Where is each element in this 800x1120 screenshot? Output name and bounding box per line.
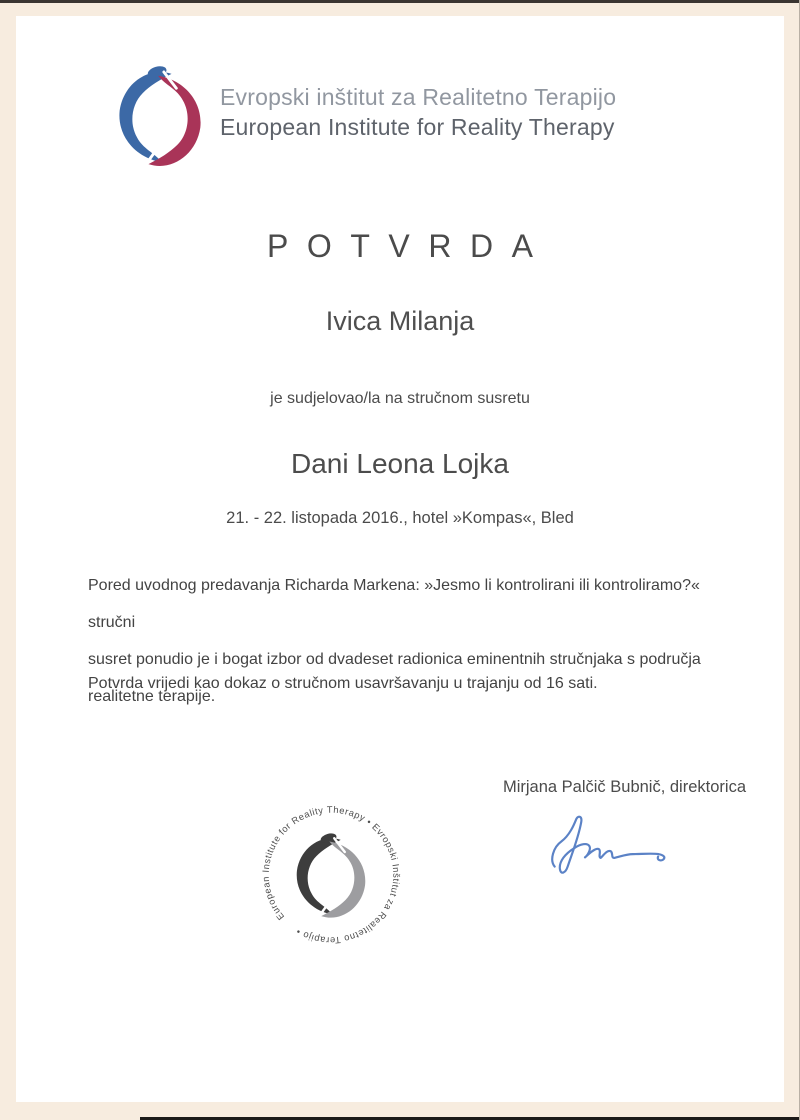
institute-stamp [242, 786, 420, 964]
scan-edge-top [0, 0, 800, 3]
certificate-page [16, 16, 784, 1102]
certificate-title: POTVRDA [266, 228, 552, 264]
validity-statement: Potvrda vrijedi kao dokaz o stručnom usavršavanju u trajanju od 16 sati. [88, 675, 598, 692]
stamp-right-figure [321, 841, 365, 917]
description-line-3: realitetne terapije. [88, 688, 216, 705]
recipient-name: Ivica Milanja [325, 306, 475, 336]
institute-name-english: European Institute for Reality Therapy [220, 114, 615, 140]
stamp-ring [242, 786, 420, 964]
event-date-location: 21. - 22. listopada 2016., hotel »Kompas«, Bled [226, 509, 574, 527]
stamp-ring-text: European Institute for Reality Therapy • Evropski Inštitut za Realitetno Terapijo • [260, 804, 402, 946]
institute-name [220, 82, 616, 142]
logo-right-figure [148, 76, 200, 166]
participation-line: je sudjelovao/la na stručnom susretu [270, 390, 530, 407]
institute-logo-icon [112, 64, 208, 174]
signatory-name-title: Mirjana Palčič Bubnič, direktorica [502, 778, 746, 796]
stamp-logo-icon [297, 832, 366, 918]
institute-name-slovenian: Evropski inštitut za Realitetno Terapijo [220, 84, 617, 110]
event-name: Dani Leona Lojka [291, 448, 509, 479]
signature-icon [546, 810, 676, 882]
description-line-1: Pored uvodnog predavanja Richarda Markena: »Jesmo li kontrolirani ili kontroliramo?« stručni [88, 577, 700, 631]
description-line-2: susret ponudio je i bogat izbor od dvadeset radionica eminentnih stručnjaka s područja [88, 651, 701, 668]
svg-text:European Institute for Reality [242, 786, 420, 964]
signature-stroke [552, 817, 664, 873]
